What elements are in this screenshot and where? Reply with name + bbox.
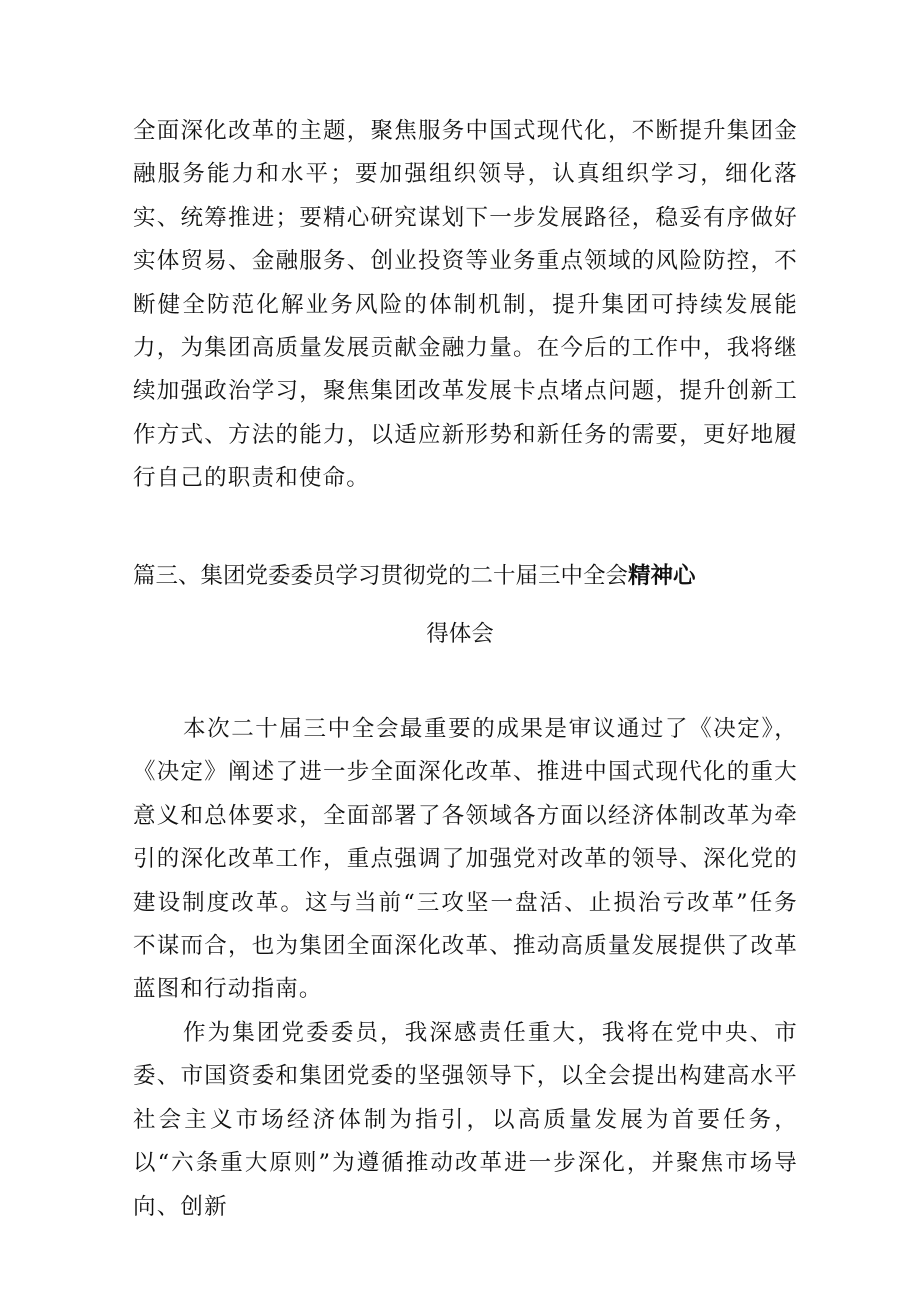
body-paragraph: 本次二十届三中全会最重要的成果是审议通过了《决定》，《决定》阐述了进一步全面深化改革、推进中国式现代化的重大意义和总体要求，全面部署了各领域各方面以经济体制改革为牵引的深化改革工作，重点强调了加强党对改革的领导、深化党的建设制度改革。这与当前“三攻坚一盘活、止损治亏改革”任务不谋而合，也为集团全面深化改革、推动高质量发展提供了改革蓝图和行动指南。 xyxy=(133,716,798,1003)
section-heading xyxy=(133,561,833,591)
section-heading-bold-text: 精神心 xyxy=(628,563,696,589)
section-heading-text: 篇三、集团党委委员学习贯彻党的二十届三中全会 xyxy=(133,563,629,589)
section-heading-continuation: 得体会 xyxy=(426,621,494,647)
body-paragraph: 作为集团党委委员，我深感责任重大，我将在党中央、市委、市国资委和集团党委的坚强领导下，以全会提出构建高水平社会主义市场经济体制为指引，以高质量发展为首要任务，以“六条重大原则”为遵循推动改革进一步深化，并聚焦市场导向、创新 xyxy=(133,1020,798,1220)
body-paragraph: 全面深化改革的主题，聚焦服务中国式现代化，不断提升集团金融服务能力和水平；要加强组织领导，认真组织学习，细化落实、统筹推进；要精心研究谋划下一步发展路径，稳妥有序做好实体贸易、金融服务、创业投资等业务重点领域的风险防控，不断健全防范化解业务风险的体制机制，提升集团可持续发展能力，为集团高质量发展贡献金融力量。在今后的工作中，我将继续加强政治学习，聚焦集团改革发展卡点堵点问题，提升创新工作方式、方法的能力，以适应新形势和新任务的需要，更好地履行自己的职责和使命。 xyxy=(133,118,798,492)
